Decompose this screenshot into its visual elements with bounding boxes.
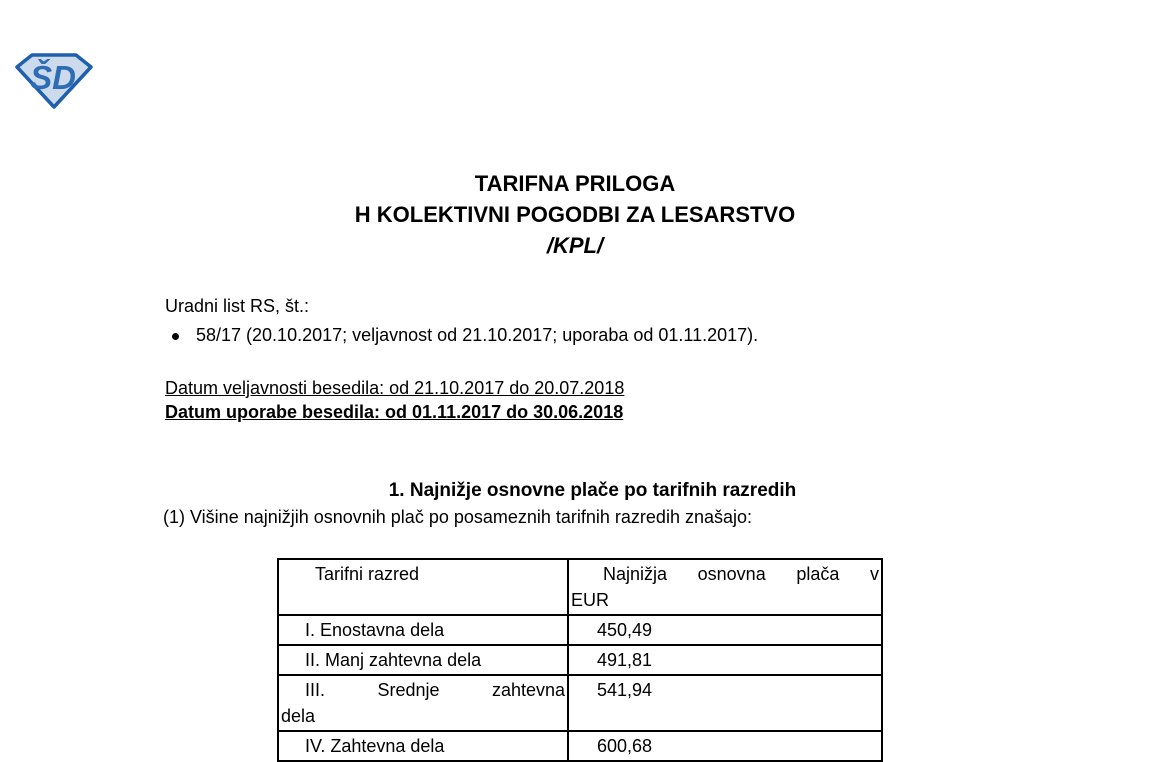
header-col1-text: Tarifni razred <box>315 564 420 584</box>
value-cell <box>568 615 882 645</box>
value-cell <box>568 731 882 761</box>
title-line-1: TARIFNA PRILOGA <box>474 171 676 196</box>
official-gazette-list-item <box>172 325 758 346</box>
class-cell <box>278 731 568 761</box>
header-col2-line2: EUR <box>571 590 610 610</box>
sd-gem-logo <box>12 52 96 110</box>
class-label: I. Enostavna dela <box>305 620 445 640</box>
header-cell-tarifni-razred <box>278 559 568 615</box>
header-col2-line1: Najnižja osnovna plača v <box>603 564 879 584</box>
usage-date-line: Datum uporabe besedila: od 01.11.2017 do 30.06.2018 <box>165 402 624 422</box>
table-row <box>278 675 882 731</box>
class-cell <box>278 675 568 731</box>
validity-date-line: Datum veljavnosti besedila: od 21.10.2017 do 20.07.2018 <box>165 378 625 398</box>
section-1-paragraph: (1) Višine najnižjih osnovnih plač po posameznih tarifnih razredih znašajo: <box>163 507 752 527</box>
bullet-icon <box>172 333 179 340</box>
header-cell-najnizja-placa <box>568 559 882 615</box>
table-row <box>278 615 882 645</box>
title-line-2: H KOLEKTIVNI POGODBI ZA LESARSTVO <box>354 202 796 227</box>
value-cell <box>568 645 882 675</box>
class-label-wrap: dela <box>281 706 316 726</box>
table-row <box>278 731 882 761</box>
class-label: II. Manj zahtevna dela <box>305 650 482 670</box>
value-text: 600,68 <box>597 736 653 756</box>
class-cell <box>278 645 568 675</box>
value-text: 491,81 <box>597 650 653 670</box>
section-1-heading: 1. Najnižje osnovne plače po tarifnih razredih <box>388 480 797 501</box>
table-header-row <box>278 559 882 615</box>
table-row <box>278 645 882 675</box>
value-text: 541,94 <box>597 680 653 700</box>
value-cell <box>568 675 882 731</box>
official-gazette-item-text: 58/17 (20.10.2017; veljavnost od 21.10.2017; uporaba od 01.11.2017). <box>196 325 759 345</box>
class-label: IV. Zahtevna dela <box>305 736 445 756</box>
class-label: III. Srednje zahtevna <box>305 680 565 700</box>
tariff-classes-table <box>277 558 883 762</box>
logo-letters: ŠD <box>30 59 76 96</box>
title-line-3: /KPL/ <box>546 233 604 258</box>
official-gazette-label: Uradni list RS, št.: <box>165 296 310 316</box>
document-title <box>165 168 985 261</box>
class-cell <box>278 615 568 645</box>
validity-dates-block <box>165 376 624 424</box>
value-text: 450,49 <box>597 620 653 640</box>
